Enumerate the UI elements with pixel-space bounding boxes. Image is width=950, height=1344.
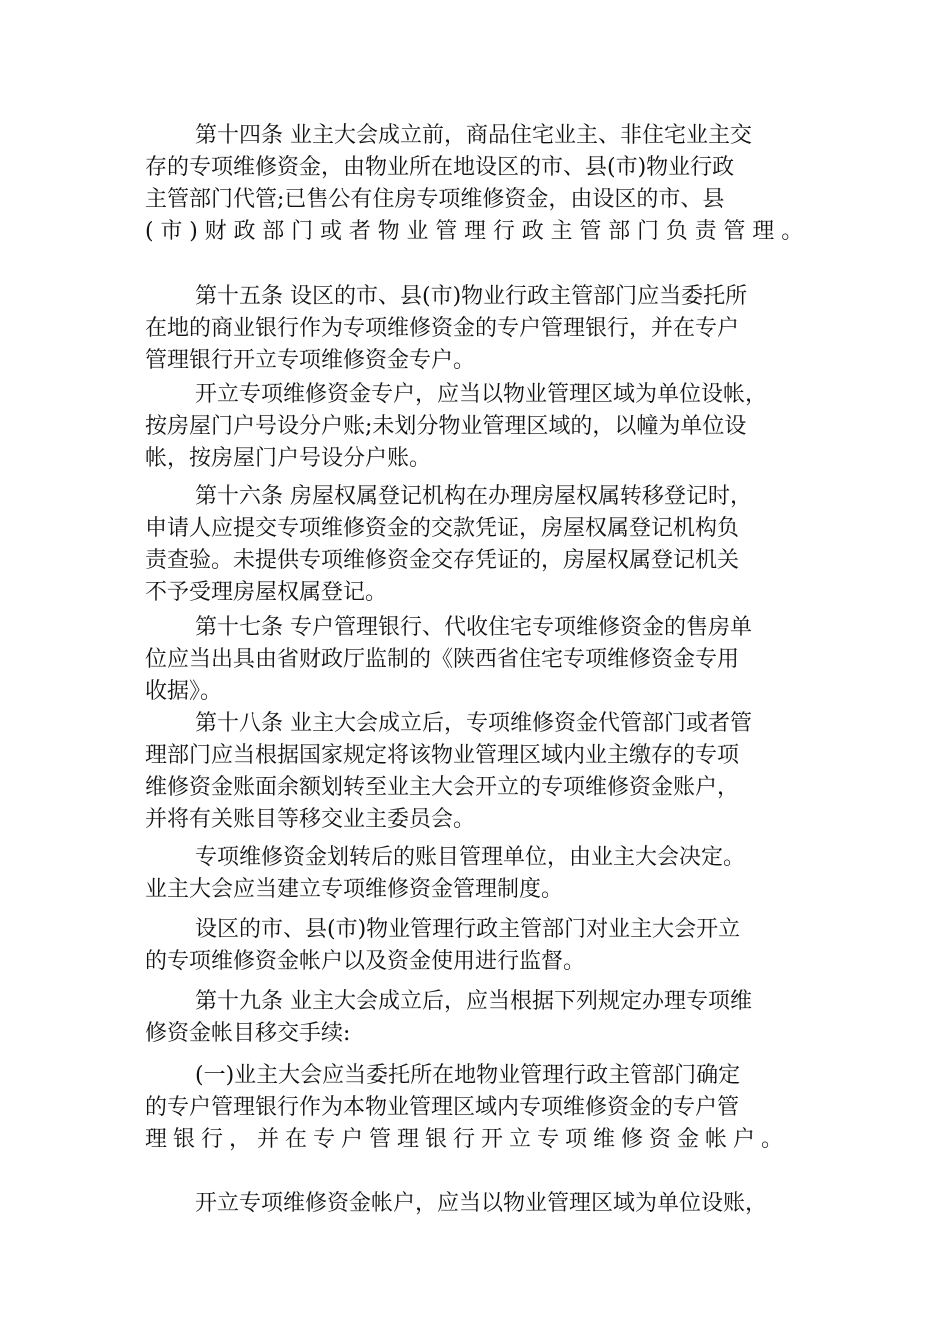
text-line: 修资金帐目移交手续: bbox=[145, 1021, 351, 1046]
paragraph-article-15-account bbox=[145, 379, 810, 475]
text-line: 理部门应当根据国家规定将该物业管理区域内业主缴存的专项 bbox=[145, 743, 740, 768]
paragraph-article-17 bbox=[145, 612, 810, 708]
text-line: 第十六条 房屋权属登记机构在办理房屋权属转移登记时， bbox=[195, 484, 752, 509]
text-line: 第十四条 业主大会成立前，商品住宅业主、非住宅业主交 bbox=[195, 123, 752, 148]
text-line: 第十五条 设区的市、县(市)物业行政主管部门应当委托所 bbox=[195, 284, 748, 309]
text-line: 按房屋门户号设分户账;未划分物业管理区域的，以幢为单位设 bbox=[145, 414, 747, 439]
text-line: (市)财政部门或者物业管理行政主管部门负责管理。 bbox=[145, 219, 811, 244]
paragraph-article-16 bbox=[145, 481, 810, 609]
text-line: 的专项维修资金帐户以及资金使用进行监督。 bbox=[145, 949, 586, 974]
text-line: 申请人应提交专项维修资金的交款凭证，房屋权属登记机构负 bbox=[145, 516, 740, 541]
text-line: 收据》。 bbox=[145, 679, 223, 704]
text-line: 第十九条 业主大会成立后，应当根据下列规定办理专项维 bbox=[195, 989, 752, 1014]
paragraph-article-18-management bbox=[145, 842, 810, 906]
text-line: 第十七条 专户管理银行、代收住宅专项维修资金的售房单 bbox=[195, 615, 752, 640]
text-line: 专项维修资金划转后的账目管理单位，由业主大会决定。 bbox=[195, 845, 746, 870]
text-line: 开立专项维修资金专户，应当以物业管理区域为单位设帐， bbox=[195, 382, 768, 407]
text-line: 不予受理房屋权属登记。 bbox=[145, 580, 388, 605]
text-line: 在地的商业银行作为专项维修资金的专户管理银行，并在专户 bbox=[145, 316, 740, 341]
text-line: 并将有关账目等移交业主委员会。 bbox=[145, 807, 476, 832]
text-line: 位应当出具由省财政厅监制的《陕西省住宅专项维修资金专用 bbox=[145, 647, 740, 672]
paragraph-article-18-supervision bbox=[145, 914, 810, 978]
text-line: 设区的市、县(市)物业管理行政主管部门对业主大会开立 bbox=[195, 917, 741, 942]
text-line: (一)业主大会应当委托所在地物业管理行政主管部门确定 bbox=[195, 1063, 741, 1088]
paragraph-article-18 bbox=[145, 708, 810, 836]
text-line: 维修资金账面余额划转至业主大会开立的专项维修资金账户， bbox=[145, 775, 740, 800]
text-line: 第十八条 业主大会成立后，专项维修资金代管部门或者管 bbox=[195, 711, 752, 736]
text-line: 帐，按房屋门户号设分户账。 bbox=[145, 446, 432, 471]
text-line: 开立专项维修资金帐户，应当以物业管理区域为单位设账， bbox=[195, 1191, 768, 1216]
paragraph-article-19-account bbox=[145, 1188, 810, 1220]
text-line: 理银行，并在专户管理银行开立专项维修资金帐户。 bbox=[145, 1127, 790, 1152]
paragraph-article-14 bbox=[145, 120, 810, 248]
paragraph-article-15 bbox=[145, 281, 810, 377]
text-line: 的专户管理银行作为本物业管理区域内专项维修资金的专户管 bbox=[145, 1095, 740, 1120]
text-line: 存的专项维修资金，由物业所在地设区的市、县(市)物业行政 bbox=[145, 155, 735, 180]
text-line: 业主大会应当建立专项维修资金管理制度。 bbox=[145, 877, 564, 902]
paragraph-article-19-item-1 bbox=[145, 1060, 810, 1156]
text-line: 主管部门代管;已售公有住房专项维修资金，由设区的市、县 bbox=[145, 187, 725, 212]
paragraph-article-19 bbox=[145, 986, 810, 1050]
text-line: 管理银行开立专项维修资金专户。 bbox=[145, 348, 476, 373]
text-line: 责查验。未提供专项维修资金交存凭证的，房屋权属登记机关 bbox=[145, 548, 740, 573]
